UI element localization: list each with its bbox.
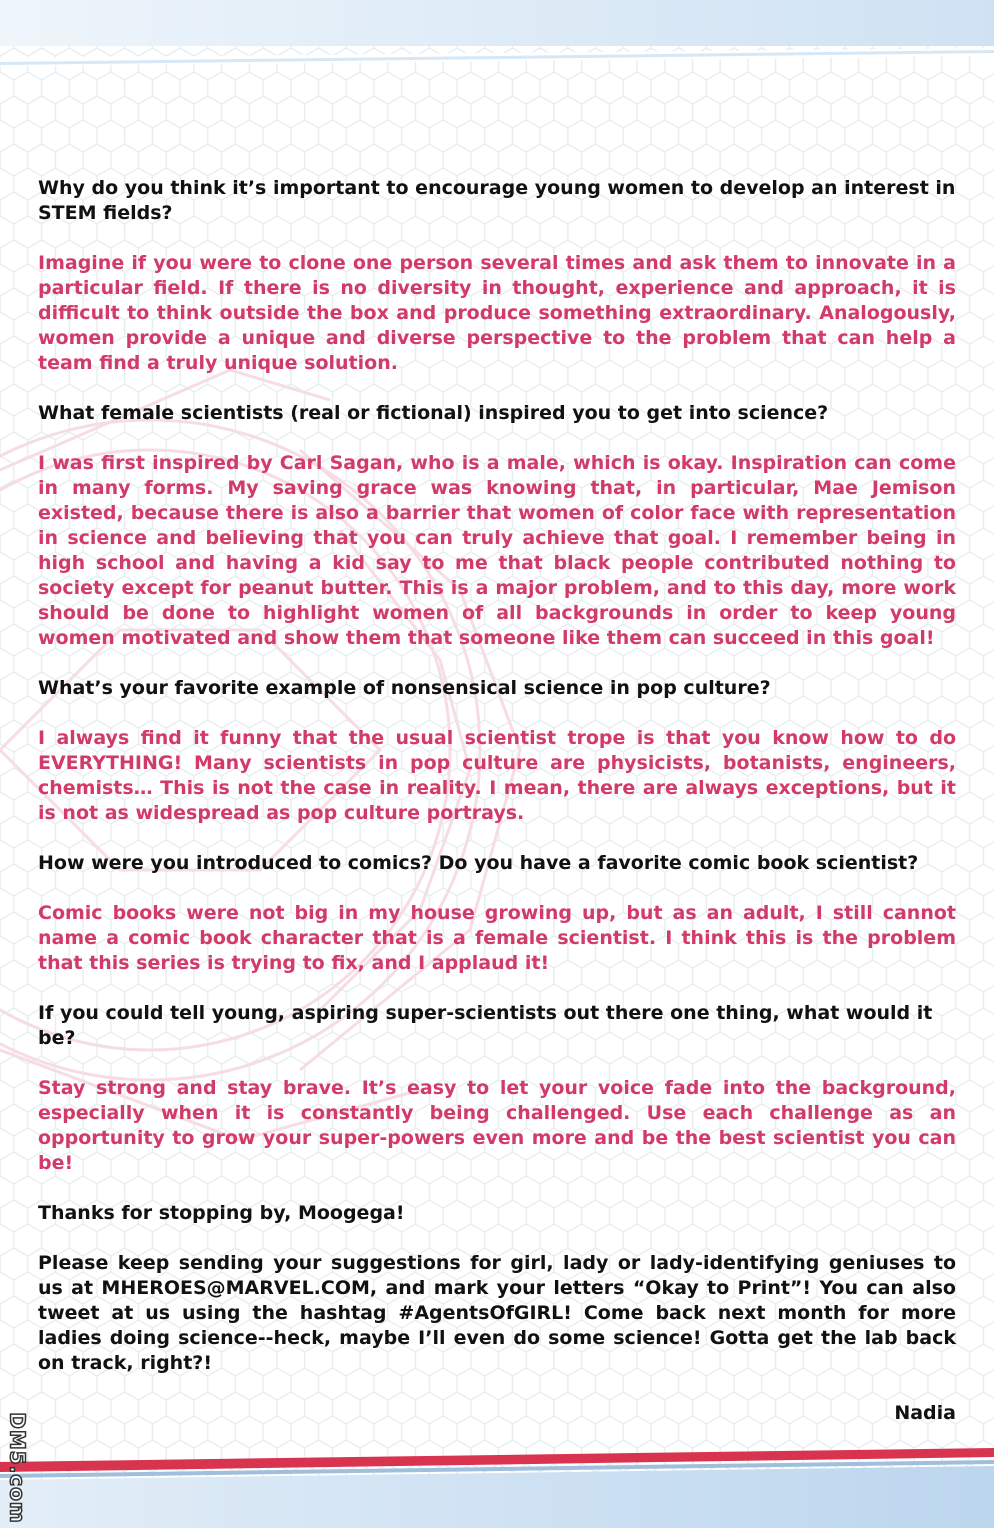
interview-article xyxy=(38,176,956,1426)
answer-1: Imagine if you were to clone one person several times and ask them to innovate in a particular field. If there is no diversity in thought, experience and approach, it is difficult to think outside the box and produce something extraordinary. Analogously, women provide a unique and diverse perspective to the problem that can help a team find a truly unique solution. xyxy=(38,252,956,374)
question-4: How were you introduced to comics? Do you have a favorite comic book scientist? xyxy=(38,852,919,874)
signature: Nadia xyxy=(894,1402,956,1424)
top-accent-band xyxy=(0,0,994,66)
site-logo xyxy=(2,1411,34,1524)
answer-3: I always find it funny that the usual scientist trope is that you know how to do EVERYTHING! Many scientists in pop culture are physicists, botanists, engineers, chemists… This is not the case in reality. I mean, there are always exceptions, but it is not as widespread as pop culture portrays. xyxy=(38,727,956,824)
site-logo-text: DM5.com xyxy=(6,1411,31,1524)
answer-5: Stay strong and stay brave. It’s easy to let your voice fade into the background, especially when it is constantly being challenged. Use each challenge as an opportunity to grow your super-powers even more and be the best scientist you can be! xyxy=(38,1077,956,1174)
closing-paragraph: Please keep sending your suggestions for girl, lady or lady-identifying geniuses to us at MHEROES@MARVEL.COM, and mark your letters “Okay to Print”! You can also tweet at us using the hashtag #AgentsOfGIRL! Come back next month for more ladies doing science--heck, maybe I’ll even do some science! Gotta get the lab back on track, right?! xyxy=(38,1252,956,1374)
question-1: Why do you think it’s important to encourage young women to develop an interest in STEM fields? xyxy=(38,177,956,224)
thanks-line: Thanks for stopping by, Moogega! xyxy=(38,1202,405,1224)
answer-2: I was first inspired by Carl Sagan, who is a male, which is okay. Inspiration can come in many forms. My saving grace was knowing that, in particular, Mae Jemison existed, because there is also a barrier that women of color face with representation in science and believing that you can truly achieve that goal. I remember being in high school and having a kid say to me that black people contributed nothing to society except for peanut butter. This is a major problem, and to this day, more work should be done to highlight women of all backgrounds in order to keep young women motivated and show them that someone like them can succeed in this goal! xyxy=(38,452,956,649)
question-2: What female scientists (real or fictional) inspired you to get into science? xyxy=(38,402,829,424)
question-5: If you could tell young, aspiring super-scientists out there one thing, what would it be? xyxy=(38,1002,933,1049)
question-3: What’s your favorite example of nonsensical science in pop culture? xyxy=(38,677,771,699)
answer-4: Comic books were not big in my house growing up, but as an adult, I still cannot name a comic book character that is a female scientist. I think this is the problem that this series is trying to fix, and I applaud it! xyxy=(38,902,956,974)
bottom-accent-band xyxy=(0,1440,994,1528)
